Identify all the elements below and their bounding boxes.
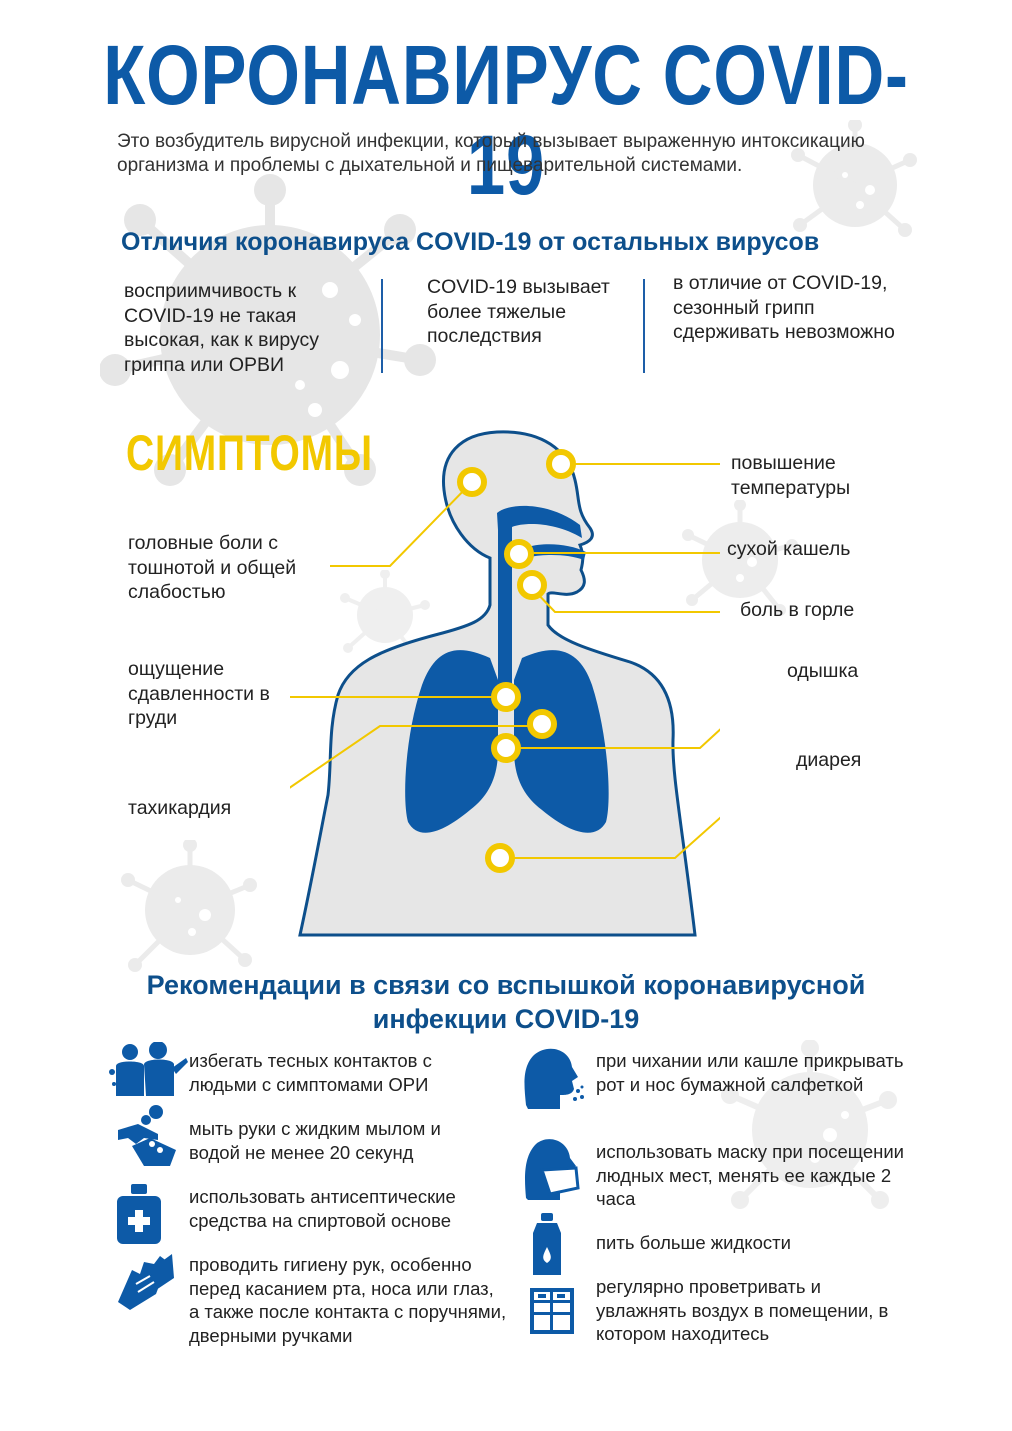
difference-item-2: COVID-19 вызывает более тяжелые последствия <box>427 276 610 347</box>
window-icon <box>530 1288 574 1334</box>
people-contact-icon <box>108 1042 188 1098</box>
recommendation-right-3: пить больше жидкости <box>596 1232 791 1253</box>
symptom-marker <box>488 846 512 870</box>
symptom-headache: головные боли с тошнотой и общей слабостью <box>128 532 297 603</box>
water-bottle-icon <box>533 1213 561 1275</box>
symptom-marker <box>494 736 518 760</box>
symptom-marker <box>530 712 554 736</box>
recommendation-left-1: избегать тесных контактов с людьми с симптомами ОРИ <box>189 1050 432 1095</box>
recommendation-left-2: мыть руки с жидким мылом и водой не менее 20 секунд <box>189 1118 441 1163</box>
symptom-chest-pressure: ощущение сдавленности в груди <box>128 658 270 729</box>
difference-item-3: в отличие от COVID-19, сезонный грипп сдерживать невозможно <box>673 272 895 343</box>
symptom-shortness-of-breath: одышка <box>787 660 859 682</box>
recommendations-title-line1: Рекомендации в связи со вспышкой коронавирусной <box>146 970 866 1000</box>
symptom-tachycardia: тахикардия <box>128 797 232 819</box>
mask-head-icon <box>522 1136 580 1202</box>
symptom-marker <box>520 573 544 597</box>
symptom-marker <box>460 470 484 494</box>
sanitizer-bottle-icon <box>117 1184 163 1244</box>
wiping-hands-icon <box>110 1250 174 1312</box>
symptom-marker <box>494 685 518 709</box>
recommendation-right-2: использовать маску при посещении людных мест, менять ее каждые 2 часа <box>596 1141 904 1209</box>
symptom-fever: повышение температуры <box>731 452 851 499</box>
recommendation-right-1: при чихании или кашле прикрывать рот и нос бумажной салфеткой <box>596 1050 904 1095</box>
divider <box>381 279 383 373</box>
intro-text: Это возбудитель вирусной инфекции, который вызывает выраженную интоксикацию организма и проблемы с дыхательной и пищеварительной системами. <box>117 131 865 176</box>
symptom-marker <box>507 542 531 566</box>
symptom-dry-cough: сухой кашель <box>727 538 851 560</box>
symptom-diarrhea: диарея <box>796 749 862 771</box>
symptom-sore-throat: боль в горле <box>740 599 855 621</box>
symptom-marker <box>549 452 573 476</box>
recommendation-left-4: проводить гигиену рук, особенно перед касанием рта, носа или глаз, а также после контакта с поручнями, дверными ручками <box>189 1254 507 1346</box>
difference-item-1: восприимчивость к COVID-19 не такая высокая, как к вирусу гриппа или ОРВИ <box>124 280 319 376</box>
recommendation-right-4: регулярно проветривать и увлажнять воздух в помещении, в котором находитесь <box>596 1276 889 1344</box>
differences-title: Отличия коронавируса COVID-19 от остальных вирусов <box>121 228 820 256</box>
symptoms-title: СИМПТОМЫ <box>126 425 373 481</box>
hand-washing-icon <box>114 1104 180 1170</box>
recommendation-left-3: использовать антисептические средства на спиртовой основе <box>189 1186 456 1231</box>
body-illustration <box>290 430 720 940</box>
recommendations-title <box>0 968 1012 1036</box>
divider <box>643 279 645 373</box>
sneezing-head-icon <box>520 1045 586 1111</box>
virus-decoration-5 <box>120 840 260 980</box>
page-title: КОРОНАВИРУС COVID-19 <box>103 28 909 212</box>
recommendations-title-line2: инфекции COVID-19 <box>372 1004 640 1034</box>
